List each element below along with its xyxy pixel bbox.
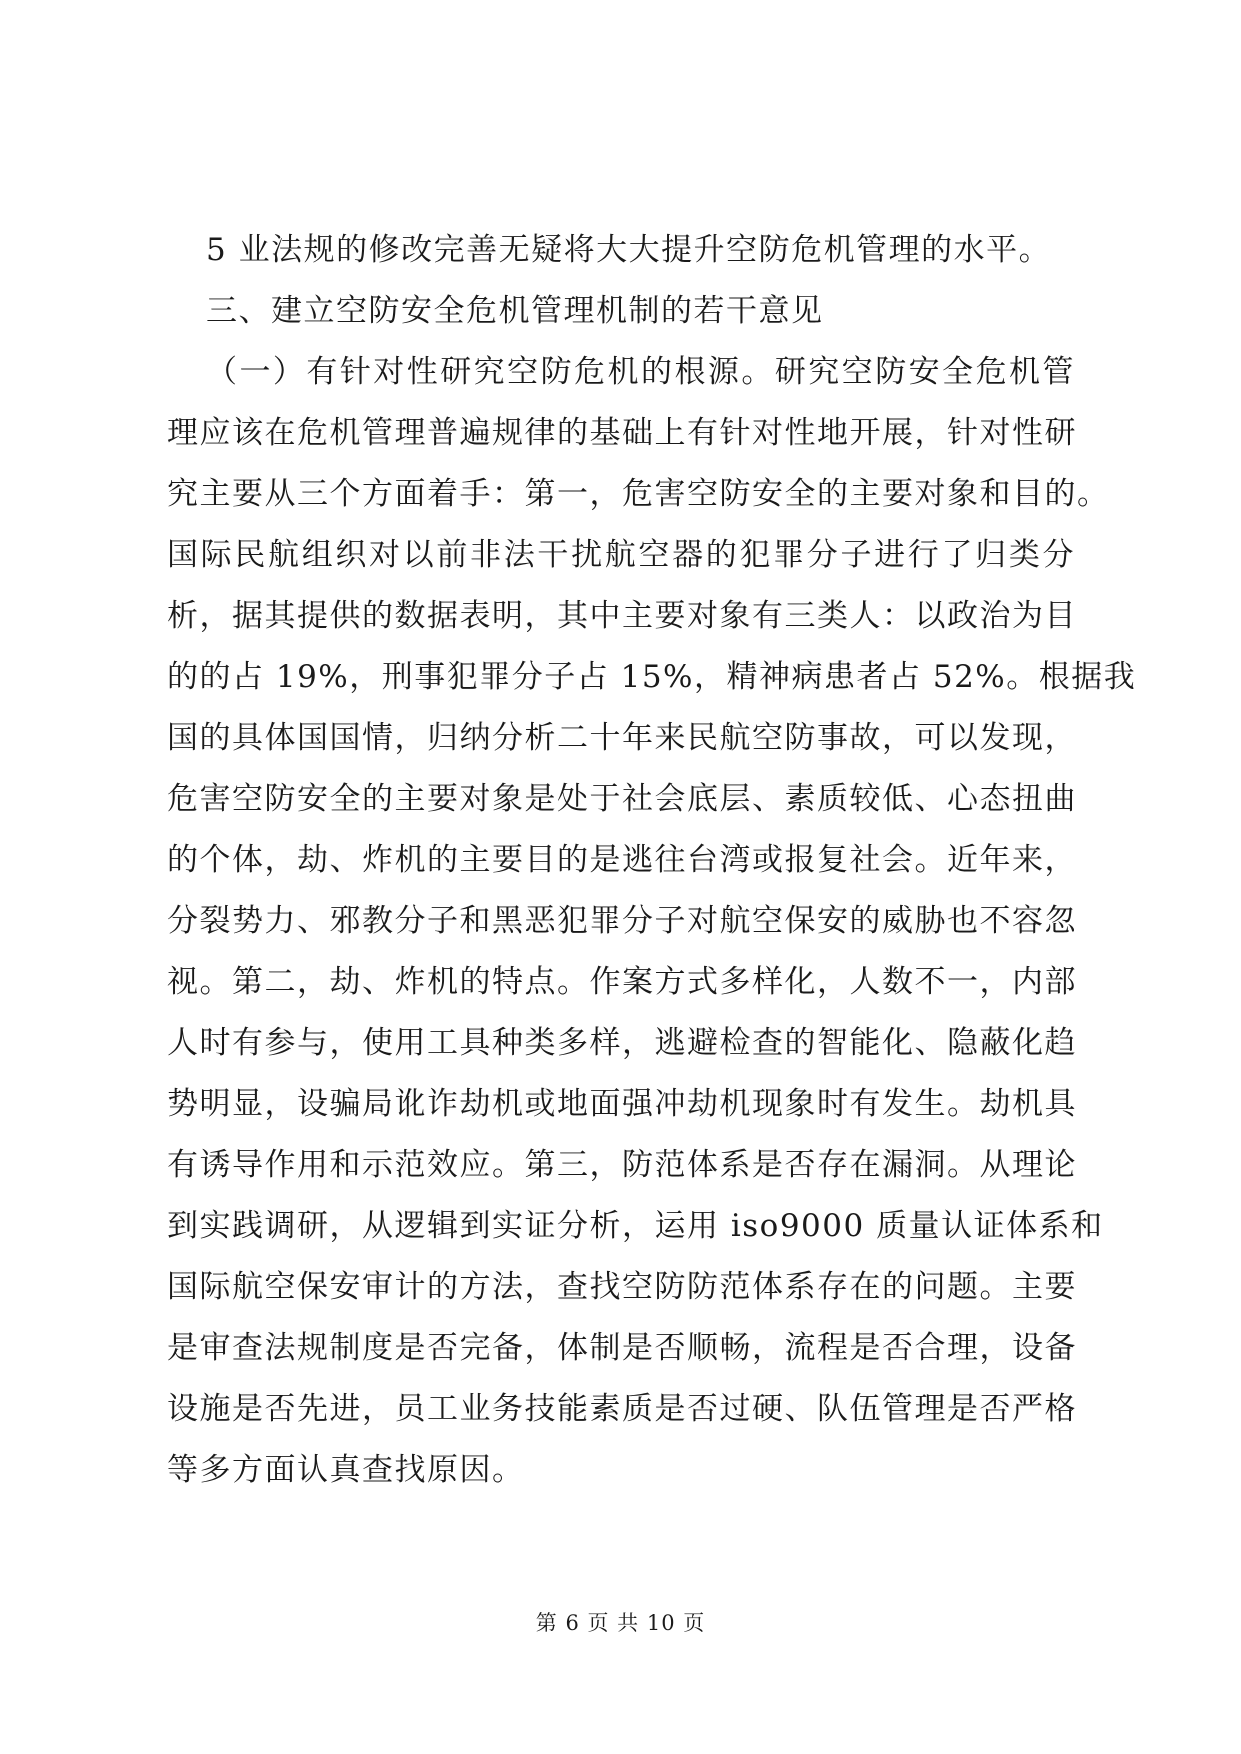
text-line: 等多方面认真查找原因。 (167, 1452, 525, 1488)
text-line: 国际民航组织对以前非法干扰航空器的犯罪分子进行了归类分 (167, 537, 1075, 573)
text-line: 5 业法规的修改完善无疑将大大提升空防危机管理的水平。 (206, 232, 1052, 268)
text-line: 设施是否先进，员工业务技能素质是否过硬、队伍管理是否严格 (167, 1391, 1077, 1427)
text-line: 危害空防安全的主要对象是处于社会底层、素质较低、心态扭曲 (167, 781, 1077, 817)
text-line: 视。第二，劫、炸机的特点。作案方式多样化，人数不一，内部 (167, 964, 1077, 1000)
text-line: 分裂势力、邪教分子和黑恶犯罪分子对航空保安的威胁也不容忽 (167, 903, 1077, 939)
text-line: 析，据其提供的数据表明，其中主要对象有三类人：以政治为目 (167, 598, 1077, 634)
text-line: 是审查法规制度是否完备，体制是否顺畅，流程是否合理，设备 (167, 1330, 1077, 1366)
section-heading: 三、建立空防安全危机管理机制的若干意见 (206, 293, 824, 329)
text-line: 国的具体国国情，归纳分析二十年来民航空防事故，可以发现， (167, 720, 1077, 756)
text-line: 国际航空保安审计的方法，查找空防防范体系存在的问题。主要 (167, 1269, 1077, 1305)
text-line: 势明显，设骗局讹诈劫机或地面强冲劫机现象时有发生。劫机具 (167, 1086, 1077, 1122)
text-line: 理应该在危机管理普遍规律的基础上有针对性地开展，针对性研 (167, 415, 1077, 451)
text-line: 到实践调研，从逻辑到实证分析，运用 iso9000 质量认证体系和 (167, 1208, 1104, 1244)
text-line: 有诱导作用和示范效应。第三，防范体系是否存在漏洞。从理论 (167, 1147, 1077, 1183)
text-line: 究主要从三个方面着手：第一，危害空防安全的主要对象和目的。 (167, 476, 1110, 512)
text-line: 的的占 19%，刑事犯罪分子占 15%，精神病患者占 52%。根据我 (167, 659, 1137, 695)
text-line: 人时有参与，使用工具种类多样，逃避检查的智能化、隐蔽化趋 (167, 1025, 1077, 1061)
text-line: 的个体，劫、炸机的主要目的是逃往台湾或报复社会。近年来， (167, 842, 1077, 878)
text-line: （一）有针对性研究空防危机的根源。研究空防安全危机管 (206, 354, 1075, 390)
page-footer: 第 6 页 共 10 页 (535, 1611, 706, 1635)
